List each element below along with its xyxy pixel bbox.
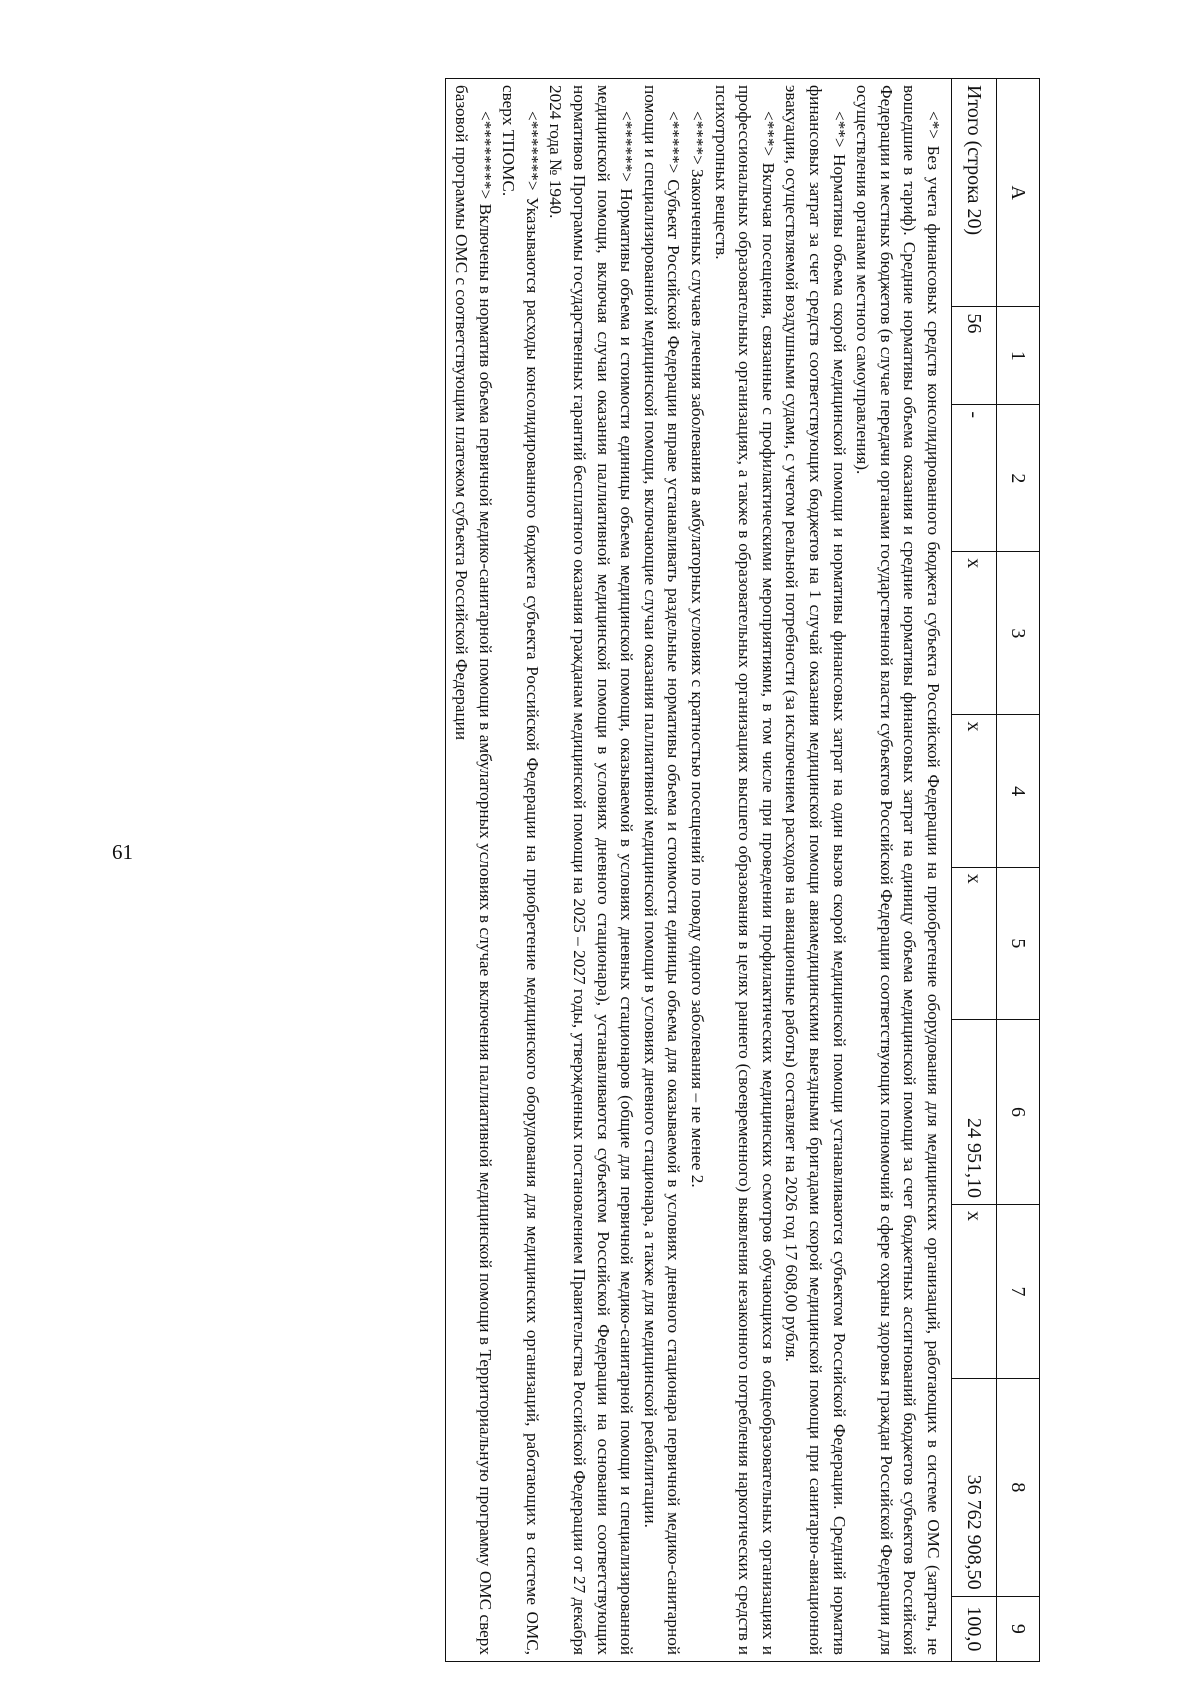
- header-cell-5: 5: [997, 867, 1040, 1019]
- footnote-8: <********> Включены в норматив объема первичной медико-санитарной помощи в амбулаторных условиях в случае включения паллиативной медицинской помощи в Территориальную программу ОМС сверх базовой программы ОМС с соответствующим платежом субъекта Российской Федерации: [452, 85, 495, 1655]
- footnotes-row: [445, 79, 951, 1662]
- header-cell-7: 7: [997, 1205, 1040, 1379]
- footnote-3: <***> Включая посещения, связанные с профилактическими мероприятиями, в том числе при проведении профилактических медицинских осмотров обучающихся в общеобразовательных организациях и профессиональных образовательных организациях, а также в образовательных организациях высшего образования в целях раннего (своевременного) выявления незаконного потребления наркотических средств и психотропных веществ.: [711, 85, 778, 1655]
- total-cell-3: х: [952, 552, 997, 715]
- footnotes-cell: [445, 79, 951, 1662]
- header-cell-2: 2: [997, 405, 1040, 552]
- footnote-4: <****> Законченных случаев лечения заболевания в амбулаторных условиях с кратностью посещений по поводу одного заболевания – не менее 2.: [688, 111, 708, 1188]
- total-cell-2: -: [952, 405, 997, 552]
- footnote-2: <**> Нормативы объема скорой медицинской помощи и нормативы финансовых затрат на один вызов скорой медицинской помощи устанавливаются субъектом Российской Федерации. Средний норматив финансовых затрат за счет средств соответствующих бюджетов на 1 случай оказания медицинской помощи авиамедицинскими выездными бригадами скорой медицинской помощи при санитарно-авиационной эвакуации, осуществляемой воздушными судами, с учетом реальной потребности (за исключением расходов на авиационные работы) составляет на 2026 год 17 608,00 рубля.: [782, 85, 849, 1655]
- total-cell-6: 24 951,10: [952, 1020, 997, 1205]
- rotated-table-page: [190, 60, 1040, 1680]
- summary-table: [445, 78, 1040, 1662]
- header-cell-a: А: [997, 79, 1040, 307]
- total-cell-4: х: [952, 715, 997, 867]
- page-number: 61: [112, 840, 133, 864]
- footnote-5: <*****> Субъект Российской Федерации вправе устанавливать раздельные нормативы объема и стоимости единицы объема для оказываемой в условиях дневного стационара первичной медико-санитарной помощи и специализированной медицинской помощи, включающие случаи оказания паллиативной медицинской помощи в условиях дневного стационара, а также для медицинской реабилитации.: [640, 85, 684, 1655]
- total-cell-5: х: [952, 867, 997, 1019]
- header-row: [997, 79, 1040, 1662]
- footnote-6: <******> Нормативы объема и стоимости единицы объема медицинской помощи, оказываемой в условиях дневных стационаров (общие для первичной медико-санитарной помощи и специализированной медицинской помощи, включая случаи оказания паллиативной медицинской помощи в условиях дневного стационара), устанавливаются субъектом Российской Федерации на основании соответствующих нормативов Программы государственных гарантий бесплатного оказания гражданам медицинской помощи на 2025 – 2027 годы, утвержденных постановлением Правительства Российской Федерации от 27 декабря 2024 года № 1940.: [546, 85, 637, 1655]
- total-cell-9: 100,0: [952, 1596, 997, 1661]
- header-cell-1: 1: [997, 307, 1040, 405]
- header-cell-9: 9: [997, 1596, 1040, 1661]
- total-label-cell: Итого (строка 20): [952, 79, 997, 307]
- footnote-1: <*> Без учета финансовых средств консолидированного бюджета субъекта Российской Федерации на приобретение оборудования для медицинских организаций, работающих в системе ОМС (затраты, не вошедшие в тариф). Средние нормативы объема оказания и средние нормативы финансовых затрат на единицу объема медицинской помощи за счет бюджетных ассигнований бюджетов субъектов Российской Федерации и местных бюджетов (в случае передачи органами государственной власти субъектов Российской Федерации соответствующих полномочий в сфере охраны здоровья граждан Российской Федерации для осуществления органами местного самоуправления).: [853, 85, 943, 1655]
- header-cell-6: 6: [997, 1020, 1040, 1205]
- header-cell-4: 4: [997, 715, 1040, 867]
- total-row: [952, 79, 997, 1662]
- header-cell-3: 3: [997, 552, 1040, 715]
- total-cell-7: х: [952, 1205, 997, 1379]
- header-cell-8: 8: [997, 1379, 1040, 1597]
- total-cell-1: 56: [952, 307, 997, 405]
- footnote-7: <*******> Указываются расходы консолидированного бюджета субъекта Российской Федерации на приобретение медицинского оборудования для медицинских организаций, работающих в системе ОМС, сверх ТПОМС.: [499, 85, 542, 1655]
- total-cell-8: 36 762 908,50: [952, 1379, 997, 1597]
